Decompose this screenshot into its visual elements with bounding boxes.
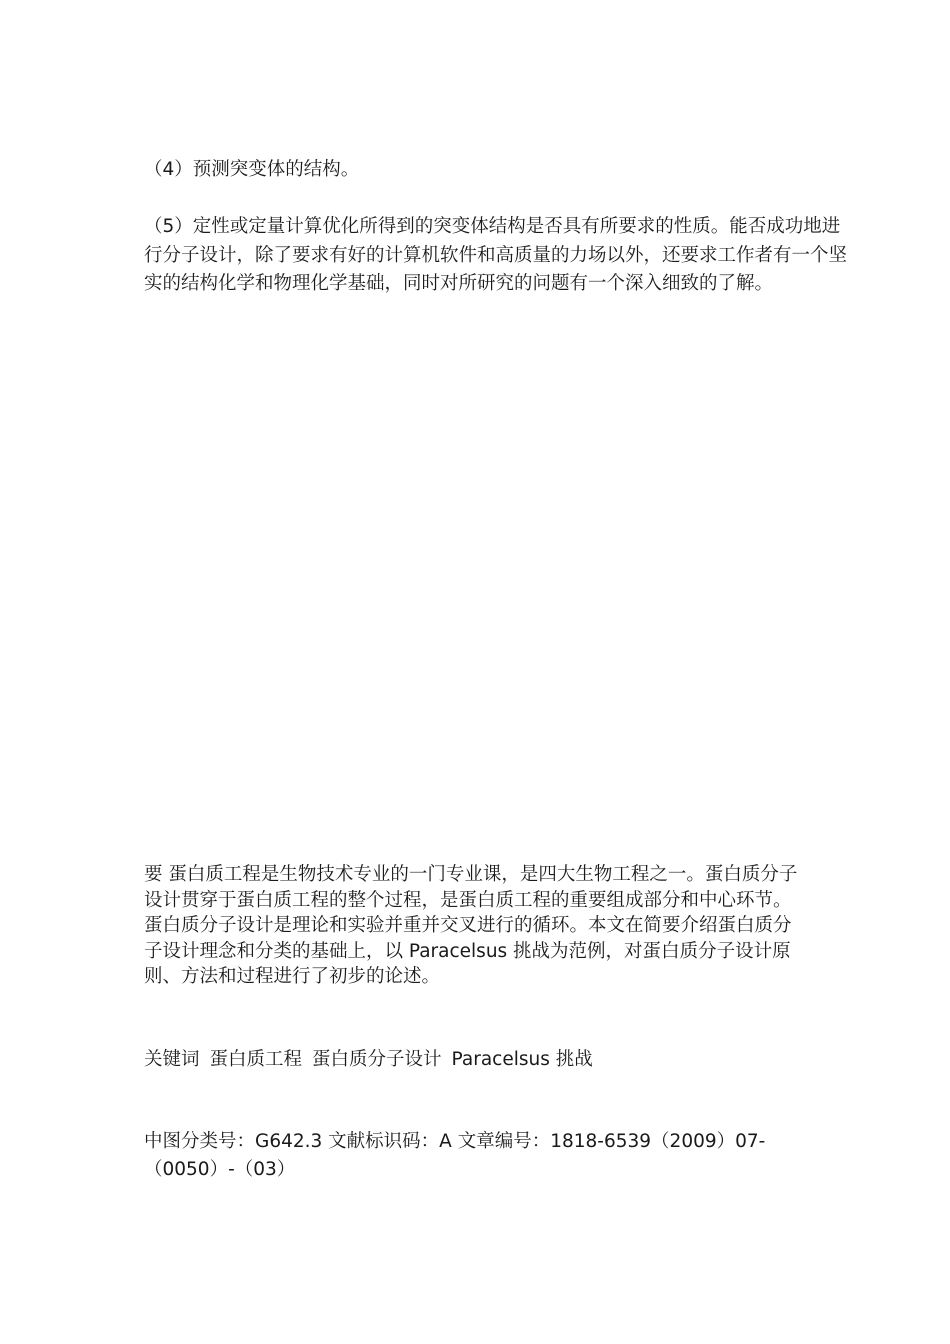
keyword-term: 蛋白质分子设计 — [312, 1049, 442, 1070]
keywords-line — [144, 1046, 844, 1075]
keyword-term: Paracelsus 挑战 — [451, 1049, 593, 1070]
list-item-5: （5）定性或定量计算优化所得到的突变体结构是否具有所要求的性质。能否成功地进行分子设计，除了要求有好的计算机软件和高质量的力场以外，还要求工作者有一个坚实的结构化学和物理化学基础，同时对所研究的问题有一个深入细致的了解。 — [144, 216, 848, 294]
classification-line: 中图分类号：G642.3 文献标识码：A 文章编号：1818-6539（2009）07-（0050）-（03） — [144, 1131, 766, 1180]
keyword-term: 蛋白质工程 — [209, 1049, 303, 1070]
keywords-label: 关键词 — [144, 1049, 200, 1070]
list-item-4: （4）预测突变体的结构。 — [144, 159, 360, 180]
abstract-paragraph: 要 蛋白质工程是生物技术专业的一门专业课，是四大生物工程之一。蛋白质分子设计贯穿于蛋白质工程的整个过程，是蛋白质工程的重要组成部分和中心环节。蛋白质分子设计是理论和实验并重并交叉进行的循环。本文在简要介绍蛋白质分子设计理念和分类的基础上，以 Paracelsus 挑战为范例，对蛋白质分子设计原则、方法和过程进行了初步的论述。 — [144, 864, 798, 987]
